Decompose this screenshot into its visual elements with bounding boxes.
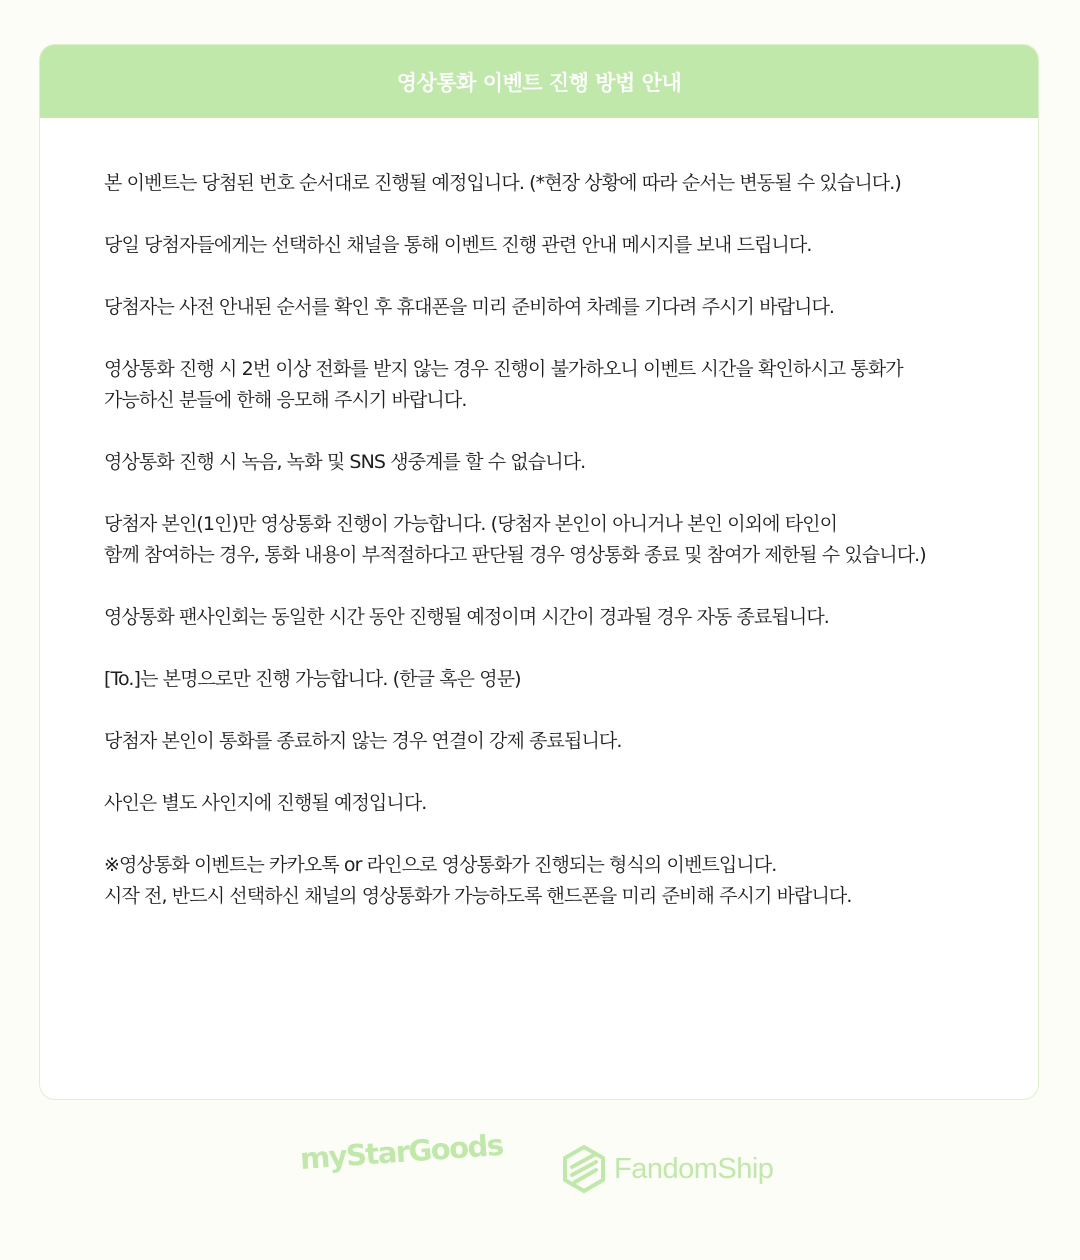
notice-line: 본 이벤트는 당첨된 번호 순서대로 진행될 예정입니다. (*현장 상황에 따라 순서는 변동될 수 있습니다.): [104, 172, 901, 194]
notice-paragraph: [104, 850, 1038, 912]
fandomship-logo: [562, 1145, 773, 1193]
notice-paragraph: [104, 602, 1038, 633]
footer-logos: [0, 1127, 1080, 1210]
notice-line: 당첨자 본인(1인)만 영상통화 진행이 가능합니다. (당첨자 본인이 아니거나 본인 이외에 타인이: [104, 513, 838, 535]
notice-paragraph: [104, 509, 1038, 571]
notice-line: 가능하신 분들에 한해 응모해 주시기 바랍니다.: [104, 389, 467, 411]
notice-header: [40, 45, 1038, 118]
notice-line: ※영상통화 이벤트는 카카오톡 or 라인으로 영상통화가 진행되는 형식의 이벤트입니다.: [104, 854, 777, 876]
notice-line: 영상통화 진행 시 2번 이상 전화를 받지 않는 경우 진행이 불가하오니 이벤트 시간을 확인하시고 통화가: [104, 358, 903, 380]
notice-line: 당첨자 본인이 통화를 종료하지 않는 경우 연결이 강제 종료됩니다.: [104, 730, 622, 752]
notice-line: 영상통화 진행 시 녹음, 녹화 및 SNS 생중계를 할 수 없습니다.: [104, 451, 586, 473]
fandomship-logo-icon: [562, 1145, 606, 1193]
notice-paragraph: [104, 664, 1038, 695]
notice-paragraph: [104, 292, 1038, 323]
notice-paragraph: [104, 230, 1038, 261]
notice-line: 사인은 별도 사인지에 진행될 예정입니다.: [104, 792, 427, 814]
notice-paragraph: [104, 168, 1038, 199]
notice-line: 영상통화 팬사인회는 동일한 시간 동안 진행될 예정이며 시간이 경과될 경우 자동 종료됩니다.: [104, 606, 829, 628]
mystargoods-logo: myStarGoods: [298, 1127, 504, 1176]
notice-line: 시작 전, 반드시 선택하신 채널의 영상통화가 가능하도록 핸드폰을 미리 준비해 주시기 바랍니다.: [104, 885, 852, 907]
notice-paragraph: [104, 726, 1038, 757]
notice-line: 당첨자는 사전 안내된 순서를 확인 후 휴대폰을 미리 준비하여 차례를 기다려 주시기 바랍니다.: [104, 296, 835, 318]
notice-paragraph: [104, 447, 1038, 478]
fandomship-logo-text: FandomShip: [614, 1152, 774, 1185]
notice-line: [To.]는 본명으로만 진행 가능합니다. (한글 혹은 영문): [104, 668, 521, 690]
notice-card: [39, 44, 1039, 1100]
notice-paragraph: [104, 354, 1038, 416]
notice-body: [40, 118, 1038, 912]
notice-paragraph: [104, 788, 1038, 819]
notice-line: 당일 당첨자들에게는 선택하신 채널을 통해 이벤트 진행 관련 안내 메시지를 보내 드립니다.: [104, 234, 812, 256]
notice-line: 함께 참여하는 경우, 통화 내용이 부적절하다고 판단될 경우 영상통화 종료 및 참여가 제한될 수 있습니다.): [104, 544, 926, 566]
notice-title: 영상통화 이벤트 진행 방법 안내: [396, 70, 682, 95]
